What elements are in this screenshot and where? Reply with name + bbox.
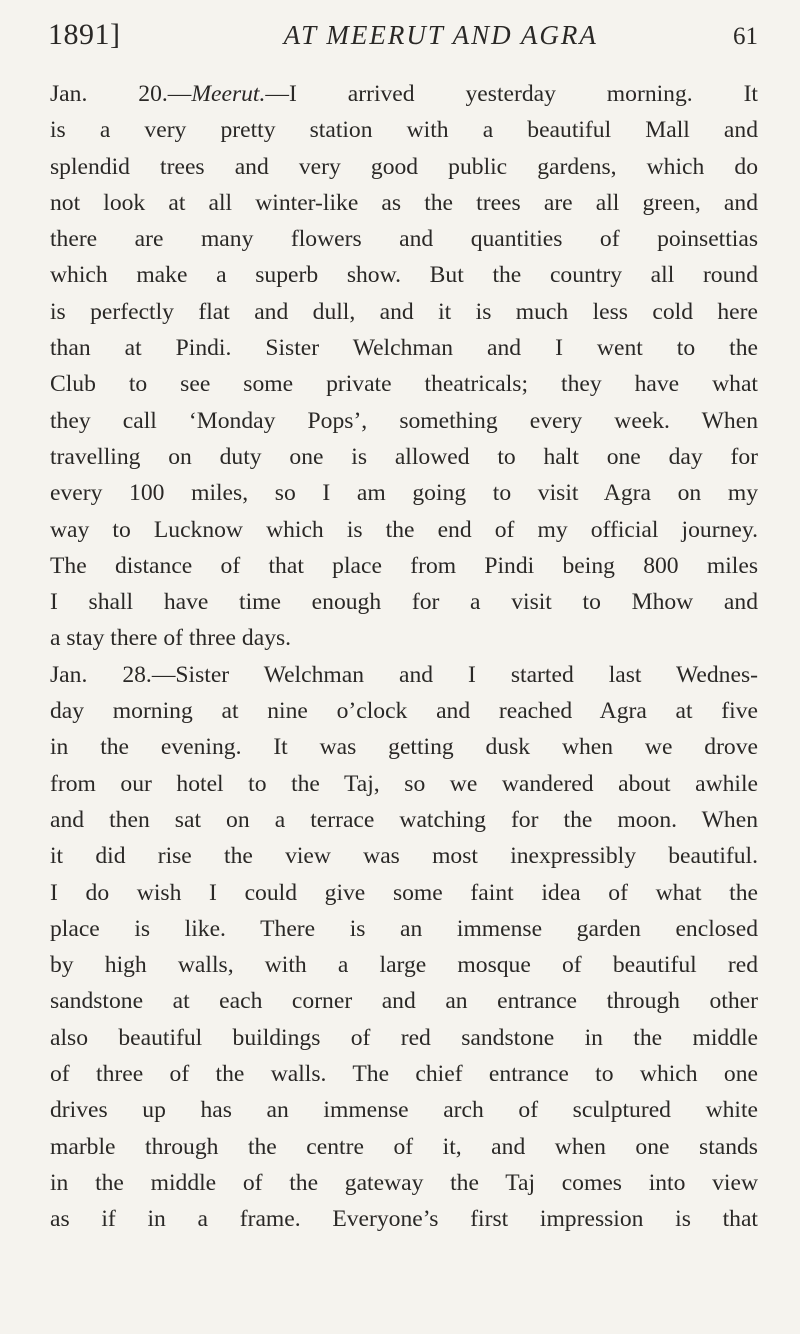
text-line: of three of the walls. The chief entrance to which one bbox=[50, 1061, 758, 1088]
text-line: there are many flowers and quantities of poinsettias bbox=[50, 226, 758, 253]
text-line: they call ‘Monday Pops’, something every week. When bbox=[50, 407, 758, 434]
text-line: way to Lucknow which is the end of my official journey. bbox=[50, 516, 758, 543]
text-line: drives up has an immense arch of sculptured white bbox=[50, 1097, 758, 1124]
line-lead: Jan. 20.— bbox=[50, 81, 192, 107]
text-line: is perfectly flat and dull, and it is much less cold here bbox=[50, 298, 758, 325]
text-line: day morning at nine o’clock and reached Agra at five bbox=[50, 698, 758, 725]
text-line: from our hotel to the Taj, so we wandered about awhile bbox=[50, 770, 758, 797]
place-heading: Meerut. bbox=[191, 81, 266, 107]
text-line: Club to see some private theatricals; they have what bbox=[50, 371, 758, 398]
text-line: not look at all winter-like as the trees are all green, and bbox=[50, 189, 758, 216]
line-rest: —I arrived yesterday morning. It bbox=[265, 81, 758, 107]
text-line: place is like. There is an immense garden enclosed bbox=[50, 915, 758, 942]
text-line: travelling on duty one is allowed to halt one day for bbox=[50, 443, 758, 470]
running-title: AT MEERUT AND AGRA bbox=[283, 20, 598, 50]
text-line: in the evening. It was getting dusk when we drove bbox=[50, 734, 758, 761]
text-line: than at Pindi. Sister Welchman and I went to the bbox=[50, 335, 758, 362]
text-line bbox=[50, 76, 758, 112]
page-number: 61 bbox=[733, 23, 758, 50]
text-line: Jan. 28.—Sister Welchman and I started last Wednes- bbox=[50, 661, 758, 688]
text-line: marble through the centre of it, and when one stands bbox=[50, 1133, 758, 1160]
text-line: also beautiful buildings of red sandstone in the middle bbox=[50, 1024, 758, 1051]
text-line: I shall have time enough for a visit to Mhow and bbox=[50, 589, 758, 616]
text-line: I do wish I could give some faint idea of what the bbox=[50, 879, 758, 906]
text-line: in the middle of the gateway the Taj comes into view bbox=[50, 1169, 758, 1196]
header-year: 1891] bbox=[48, 18, 121, 51]
text-line: by high walls, with a large mosque of beautiful red bbox=[50, 952, 758, 979]
text-line: is a very pretty station with a beautiful Mall and bbox=[50, 117, 758, 144]
running-header bbox=[48, 18, 758, 68]
text-line: splendid trees and very good public gardens, which do bbox=[50, 153, 758, 180]
text-line: The distance of that place from Pindi being 800 miles bbox=[50, 552, 758, 579]
text-line: it did rise the view was most inexpressibly beautiful. bbox=[50, 843, 758, 870]
text-line: a stay there of three days. bbox=[50, 625, 292, 652]
text-line: and then sat on a terrace watching for the moon. When bbox=[50, 806, 758, 833]
body-text bbox=[50, 76, 758, 1238]
text-line: every 100 miles, so I am going to visit Agra on my bbox=[50, 480, 758, 507]
text-line: sandstone at each corner and an entrance through other bbox=[50, 988, 758, 1015]
text-line: which make a superb show. But the country all round bbox=[50, 262, 758, 289]
text-line: as if in a frame. Everyone’s first impression is that bbox=[50, 1206, 758, 1233]
